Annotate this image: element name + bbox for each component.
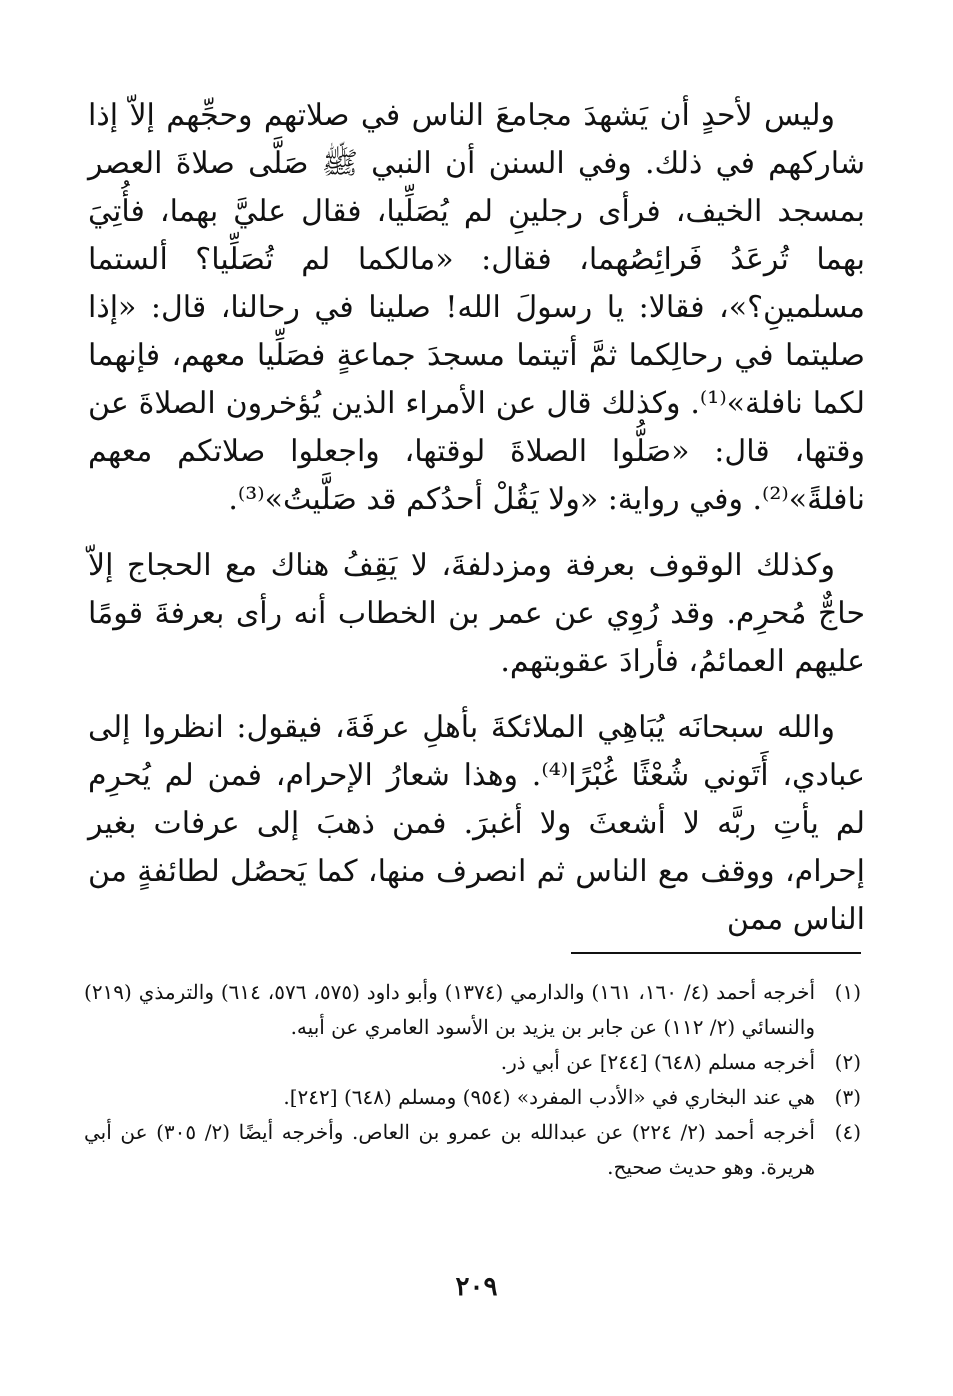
footnote-1 [84,975,861,1045]
footnote-number: (٣) [834,1085,861,1109]
footnote-divider [571,952,861,954]
footnote-text: أخرجه مسلم (٦٤٨) [٢٤٤] عن أبي ذر. [500,1050,815,1074]
footnote-4 [84,1115,861,1185]
paragraph-1: وليس لأحدٍ أن يَشهدَ مجامعَ الناس في صلاتهم وحجِّهم إلاّ إذا شاركهم في ذلك. وفي السنن أن النبي ﷺ صَلَّى صلاةَ العصر بمسجد الخيف، فرأى رجلينِ لم يُصَلِّيا، فقال عليَّ بهما، فأُتِيَ بهما تُرعَدُ فَرائِصُهما، فقال: «مالكما لم تُصَلِّيا؟ ألستما مسلمينِ؟»، فقالا: يا رسولَ الله! صلينا في رحالنا، قال: «إذا صليتما في رحالِكما ثمَّ أتيتما مسجدَ جماعةٍ فصَلِّيا معهم، فإنهما لكما نافلة»⁽¹⁾. وكذلك قال عن الأمراء الذين يُؤخرون الصلاةَ عن وقتها، قال: «صَلُّوا الصلاةَ لوقتها، واجعلوا صلاتكم معهم نافلةً»⁽²⁾. وفي رواية: «ولا يَقُلْ أحدُكم قد صَلَّيتُ»⁽³⁾. [88,98,865,517]
footnote-text: أخرجه أحمد (٤/ ١٦٠، ١٦١) والدارمي (١٣٧٤) وأبو داود (٥٧٥، ٥٧٦، ٦١٤) والترمذي (٢١٩) والنسائي (٢/ ١١٢) عن جابر بن يزيد بن الأسود العامري عن أبيه. [84,980,815,1039]
footnote-2 [84,1045,861,1080]
main-text [88,92,865,944]
footnote-number: (٤) [834,1120,861,1144]
footnotes [84,975,861,1185]
footnote-number: (٢) [834,1050,861,1074]
footnote-3 [84,1080,861,1115]
footnote-number: (١) [834,980,861,1004]
paragraph-3: والله سبحانَه يُبَاهِي الملائكةَ بأهلِ عرفَةَ، فيقول: انظروا إلى عبادي، أَتَوني شُعْثًا غُبْرًا⁽⁴⁾. وهذا شعارُ الإحرام، فمن لم يُحرِم لم يأتِ ربَّه لا أشعثَ ولا أغبرَ. فمن ذهبَ إلى عرفات بغير إحرام، ووقف مع الناس ثم انصرف منها، كما يَحصُل لطائفةٍ من الناس ممن [88,710,865,937]
footnote-text: أخرجه أحمد (٢/ ٢٢٤) عن عبدالله بن عمرو بن العاص. وأخرجه أيضًا (٢/ ٣٠٥) عن أبي هريرة. وهو حديث صحيح. [84,1120,815,1179]
page-number: ٢٠٩ [455,1272,498,1302]
paragraph-2: وكذلك الوقوف بعرفة ومزدلفةَ، لا يَقِفُ هناك مع الحجاج إلاّ حاجٌّ مُحرِم. وقد رُوِي عن عمر بن الخطاب أنه رأى بعرفةَ قومًا عليهم العمائمُ، فأرادَ عقوبتهم. [88,548,865,679]
footnote-text: هي عند البخاري في «الأدب المفرد» (٩٥٤) ومسلم (٦٤٨) [٢٤٢]. [283,1085,815,1109]
